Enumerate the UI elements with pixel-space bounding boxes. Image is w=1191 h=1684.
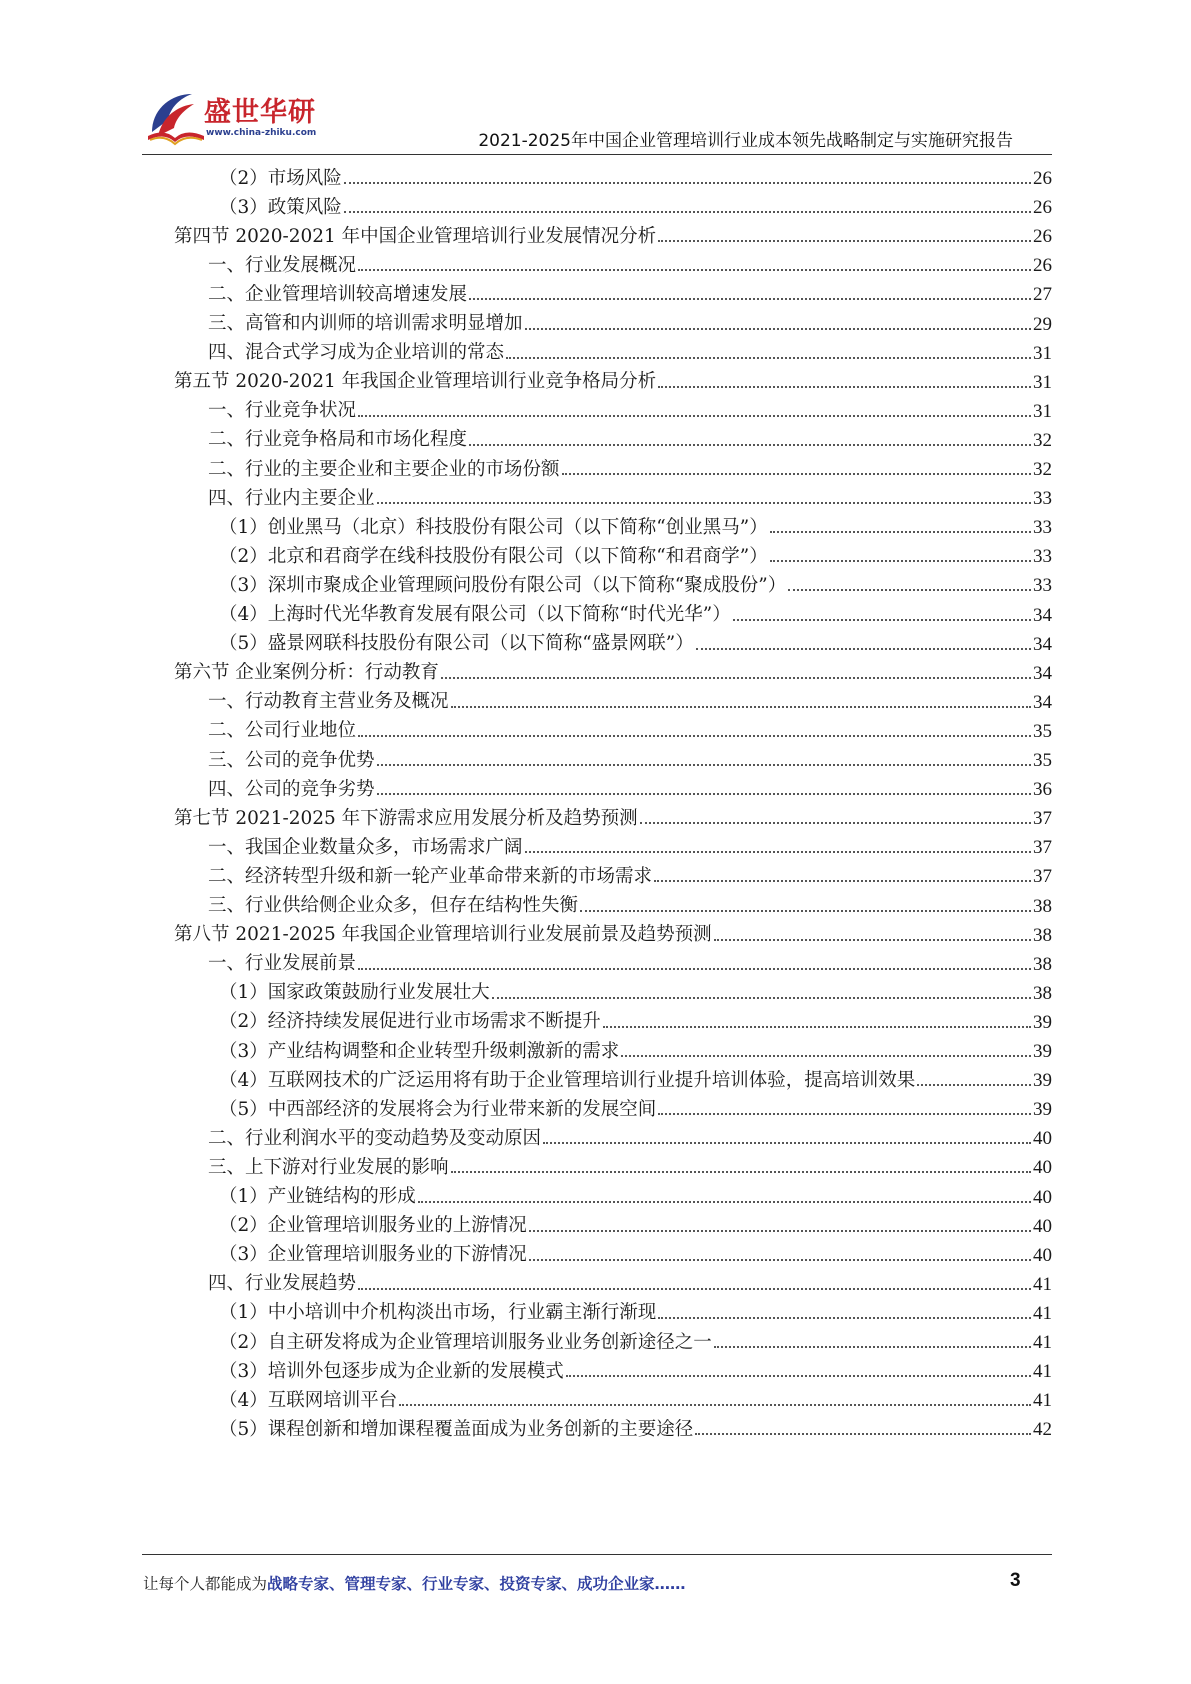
toc-dot-leader (358, 968, 1031, 970)
logo-book-swoosh-icon (142, 84, 208, 148)
toc-entry[interactable] (208, 422, 1052, 453)
toc-entry-title: 三、上下游对行业发展的影响 (208, 1156, 449, 1178)
toc-entry-title: （3）培训外包逐步成为企业新的发展模式 (219, 1360, 564, 1382)
toc-entry-page: 34 (1033, 604, 1052, 626)
toc-entry-page: 38 (1033, 982, 1052, 1004)
toc-dot-leader (377, 502, 1031, 504)
toc-entry-page: 37 (1033, 837, 1052, 859)
toc-entry-page: 33 (1033, 546, 1052, 568)
report-title: 2021-2025年中国企业管理培训行业成本领先战略制定与实施研究报告 (478, 131, 1013, 151)
toc-entry-title: 二、企业管理培训较高增速发展 (208, 283, 468, 305)
toc-dot-leader (399, 1404, 1031, 1406)
header-divider (142, 154, 1052, 155)
toc-entry-title: 第四节 2020-2021 年中国企业管理培训行业发展情况分析 (174, 225, 657, 247)
toc-entry-title: 一、行动教育主营业务及概况 (208, 691, 449, 713)
toc-entry-page: 27 (1033, 284, 1052, 306)
logo-name: 盛世华研 (204, 97, 316, 128)
page-header (0, 0, 1191, 160)
toc-entry[interactable] (174, 364, 1052, 395)
toc-dot-leader (377, 764, 1031, 766)
toc-entry-title: 一、行业竞争状况 (208, 400, 357, 422)
toc-entry-page: 41 (1033, 1361, 1052, 1383)
toc-entry-page: 26 (1033, 255, 1052, 277)
toc-dot-leader (469, 298, 1031, 300)
toc-entry-page: 35 (1033, 720, 1052, 742)
toc-dot-leader (525, 328, 1031, 330)
toc-entry-title: （2）经济持续发展促进行业市场需求不断提升 (219, 1011, 601, 1033)
logo-url: www.china-zhiku.com (206, 128, 317, 138)
toc-entry[interactable] (174, 655, 1052, 686)
toc-dot-leader (451, 1171, 1031, 1173)
toc-entry[interactable] (219, 1353, 1052, 1384)
toc-entry[interactable] (208, 946, 1052, 977)
toc-entry-page: 39 (1033, 1099, 1052, 1121)
toc-entry-page: 40 (1033, 1157, 1052, 1179)
company-logo (142, 84, 317, 148)
toc-entry-page: 33 (1033, 575, 1052, 597)
toc-entry[interactable] (219, 509, 1052, 540)
toc-entry-title: （2）市场风险 (219, 167, 342, 189)
toc-dot-leader (788, 589, 1031, 591)
toc-dot-leader (451, 706, 1031, 708)
toc-dot-leader (603, 1026, 1031, 1028)
toc-dot-leader (695, 1433, 1031, 1435)
toc-entry-page: 40 (1033, 1215, 1052, 1237)
toc-entry-page: 32 (1033, 459, 1052, 480)
toc-entry[interactable] (219, 1237, 1052, 1268)
toc-entry[interactable] (208, 276, 1052, 307)
toc-entry-page: 37 (1033, 808, 1052, 830)
toc-entry-page: 31 (1033, 400, 1052, 422)
toc-entry[interactable] (219, 567, 1052, 598)
toc-dot-leader (344, 182, 1031, 184)
toc-dot-leader (580, 910, 1031, 912)
toc-entry[interactable] (208, 247, 1052, 278)
toc-entry-title: （3）政策风险 (219, 196, 342, 218)
toc-entry[interactable] (208, 771, 1052, 802)
footer-slogan-emphasis: 战略专家、管理专家、行业专家、投资专家、成功企业家…… (267, 1575, 686, 1593)
toc-dot-leader (562, 473, 1031, 475)
toc-entry-page: 38 (1033, 895, 1052, 917)
toc-dot-leader (658, 1317, 1031, 1319)
toc-dot-leader (358, 269, 1031, 271)
toc-dot-leader (714, 939, 1031, 941)
footer-slogan-lead: 让每个人都能成为 (143, 1575, 268, 1593)
toc-entry-title: （4）上海时代光华教育发展有限公司（以下简称“时代光华”） (219, 604, 731, 625)
footer-slogan (143, 1572, 686, 1594)
toc-entry-title: （2）自主研发将成为企业管理培训服务业业务创新途径之一 (219, 1331, 712, 1353)
toc-dot-leader (696, 648, 1031, 650)
footer-divider (142, 1554, 1052, 1555)
toc-entry-title: 一、我国企业数量众多，市场需求广阔 (208, 836, 523, 858)
toc-entry[interactable] (208, 306, 1052, 337)
toc-entry-title: （3）企业管理培训服务业的下游情况 (219, 1244, 527, 1266)
page-number: 3 (1010, 1570, 1021, 1591)
toc-entry[interactable] (208, 1266, 1052, 1297)
toc-dot-leader (917, 1084, 1031, 1086)
toc-entry-page: 26 (1033, 197, 1052, 219)
toc-dot-leader (640, 822, 1031, 824)
toc-entry-title: 三、公司的竞争优势 (208, 749, 375, 771)
toc-entry-title: 第六节 企业案例分析：行动教育 (174, 662, 439, 684)
toc-dot-leader (658, 1113, 1031, 1115)
toc-entry-title: 二、公司行业地位 (208, 720, 357, 742)
toc-entry-title: （4）互联网培训平台 (219, 1389, 398, 1411)
toc-dot-leader (654, 880, 1031, 882)
toc-entry-page: 41 (1033, 1390, 1052, 1412)
toc-entry[interactable] (208, 1120, 1052, 1151)
toc-entry-page: 33 (1033, 517, 1052, 539)
toc-entry[interactable] (219, 189, 1052, 220)
toc-entry[interactable] (219, 160, 1052, 191)
toc-dot-leader (770, 560, 1031, 562)
toc-entry[interactable] (208, 742, 1052, 773)
toc-entry-page: 32 (1033, 429, 1052, 451)
toc-entry[interactable] (208, 335, 1052, 366)
toc-entry-title: 第八节 2021-2025 年我国企业管理培训行业发展前景及趋势预测 (174, 924, 712, 946)
toc-entry-page: 36 (1033, 779, 1052, 801)
toc-entry[interactable] (219, 626, 1052, 657)
toc-entry-title: 四、混合式学习成为企业培训的常态 (208, 342, 505, 364)
toc-entry-title: （1）产业链结构的形成 (219, 1186, 416, 1207)
toc-entry-page: 31 (1033, 342, 1052, 364)
toc-entry-title: 二、行业的主要企业和主要企业的市场份额 (208, 458, 560, 480)
toc-entry-title: （4）互联网技术的广泛运用将有助于企业管理培训行业提升培训体验，提高培训效果 (219, 1069, 916, 1091)
toc-entry-title: （1）中小培训中介机构淡出市场，行业霸主渐行渐现 (219, 1302, 657, 1324)
toc-entry-page: 37 (1033, 866, 1052, 888)
toc-entry-page: 31 (1033, 371, 1052, 393)
toc-entry[interactable] (174, 917, 1052, 948)
toc-dot-leader (529, 1230, 1031, 1232)
toc-entry[interactable] (219, 597, 1052, 628)
toc-entry-title: 四、行业内主要企业 (208, 487, 375, 509)
toc-dot-leader (418, 1201, 1031, 1203)
toc-entry-page: 40 (1033, 1128, 1052, 1150)
toc-entry[interactable] (219, 538, 1052, 569)
toc-entry-page: 34 (1033, 662, 1052, 684)
toc-entry[interactable] (219, 1295, 1052, 1326)
toc-entry-page: 42 (1033, 1419, 1052, 1441)
toc-dot-leader (492, 997, 1031, 999)
toc-entry[interactable] (208, 713, 1052, 744)
toc-entry-page: 34 (1033, 633, 1052, 655)
toc-entry[interactable] (219, 1411, 1052, 1442)
toc-entry[interactable] (219, 975, 1052, 1006)
toc-entry-title: 四、公司的竞争劣势 (208, 778, 375, 800)
toc-entry[interactable] (219, 1091, 1052, 1122)
toc-entry-page: 38 (1033, 924, 1052, 946)
toc-entry[interactable] (208, 480, 1052, 511)
toc-dot-leader (469, 444, 1031, 446)
toc-entry[interactable] (219, 1004, 1052, 1035)
toc-dot-leader (344, 211, 1031, 213)
toc-dot-leader (714, 1346, 1031, 1348)
toc-entry-page: 39 (1033, 1041, 1052, 1062)
toc-entry-page: 34 (1033, 691, 1052, 713)
toc-entry[interactable] (208, 829, 1052, 860)
toc-entry-title: （5）中西部经济的发展将会为行业带来新的发展空间 (219, 1098, 657, 1120)
toc-entry-title: 第五节 2020-2021 年我国企业管理培训行业竞争格局分析 (174, 371, 657, 393)
toc-entry[interactable] (219, 1208, 1052, 1239)
toc-entry[interactable] (219, 1382, 1052, 1413)
toc-entry[interactable] (219, 1033, 1052, 1064)
toc-entry[interactable] (208, 451, 1052, 482)
toc-entry[interactable] (219, 1324, 1052, 1355)
toc-entry-page: 39 (1033, 1070, 1052, 1092)
toc-entry-title: 一、行业发展概况 (208, 254, 357, 276)
toc-entry-page: 38 (1033, 953, 1052, 975)
toc-entry-title: 三、行业供给侧企业众多，但存在结构性失衡 (208, 895, 579, 916)
toc-entry-page: 41 (1033, 1273, 1052, 1295)
toc-entry-page: 29 (1033, 313, 1052, 335)
toc-dot-leader (658, 386, 1031, 388)
toc-entry[interactable] (174, 218, 1052, 249)
toc-entry-title: （3）深圳市聚成企业管理顾问股份有限公司（以下简称“聚成股份”） (219, 574, 787, 596)
toc-entry[interactable] (208, 684, 1052, 715)
toc-dot-leader (566, 1375, 1031, 1377)
toc-dot-leader (358, 415, 1031, 417)
toc-entry-title: 二、经济转型升级和新一轮产业革命带来新的市场需求 (208, 865, 653, 887)
toc-entry-page: 41 (1033, 1332, 1052, 1353)
toc-entry-page: 40 (1033, 1186, 1052, 1208)
toc-entry-page: 26 (1033, 226, 1052, 248)
toc-entry-title: （2）企业管理培训服务业的上游情况 (219, 1215, 527, 1237)
toc-dot-leader (358, 1288, 1031, 1290)
toc-dot-leader (441, 677, 1031, 679)
toc-entry-title: 四、行业发展趋势 (208, 1273, 357, 1295)
toc-entry-title: （3）产业结构调整和企业转型升级刺激新的需求 (219, 1040, 620, 1062)
toc-entry-page: 41 (1033, 1302, 1052, 1324)
toc-entry-title: （2）北京和君商学在线科技股份有限公司（以下简称“和君商学”） (219, 545, 768, 567)
toc-entry-page: 33 (1033, 488, 1052, 510)
toc-entry[interactable] (174, 800, 1052, 831)
toc-entry-title: （5）盛景网联科技股份有限公司（以下简称“盛景网联”） (219, 633, 694, 655)
toc-entry[interactable] (208, 888, 1052, 919)
toc-entry-title: 三、高管和内训师的培训需求明显增加 (208, 313, 523, 334)
toc-dot-leader (658, 240, 1031, 242)
toc-entry-page: 40 (1033, 1244, 1052, 1266)
toc-entry-page: 26 (1033, 168, 1052, 189)
toc-dot-leader (621, 1055, 1031, 1057)
toc-dot-leader (529, 1259, 1031, 1261)
toc-dot-leader (543, 1142, 1031, 1144)
toc-entry-title: 二、行业竞争格局和市场化程度 (208, 429, 468, 451)
toc-dot-leader (506, 357, 1031, 359)
toc-entry[interactable] (208, 393, 1052, 424)
toc-entry-page: 39 (1033, 1011, 1052, 1033)
toc-entry-title: （5）课程创新和增加课程覆盖面成为业务创新的主要途径 (219, 1418, 694, 1440)
toc-entry-title: 一、行业发展前景 (208, 953, 357, 975)
toc-entry-page: 35 (1033, 750, 1052, 771)
toc-entry-title: 第七节 2021-2025 年下游需求应用发展分析及趋势预测 (174, 807, 638, 829)
toc-dot-leader (358, 735, 1031, 737)
toc-entry[interactable] (208, 858, 1052, 889)
toc-entry-title: （1）国家政策鼓励行业发展壮大 (219, 982, 490, 1004)
toc-entry[interactable] (208, 1149, 1052, 1180)
toc-dot-leader (770, 531, 1031, 533)
toc-entry[interactable] (219, 1179, 1052, 1210)
toc-dot-leader (377, 793, 1031, 795)
toc-entry[interactable] (219, 1062, 1052, 1093)
toc-entry-title: （1）创业黑马（北京）科技股份有限公司（以下简称“创业黑马”） (219, 516, 768, 538)
toc-entry-title: 二、行业利润水平的变动趋势及变动原因 (208, 1127, 542, 1149)
toc-dot-leader (733, 619, 1031, 621)
toc-dot-leader (525, 851, 1031, 853)
